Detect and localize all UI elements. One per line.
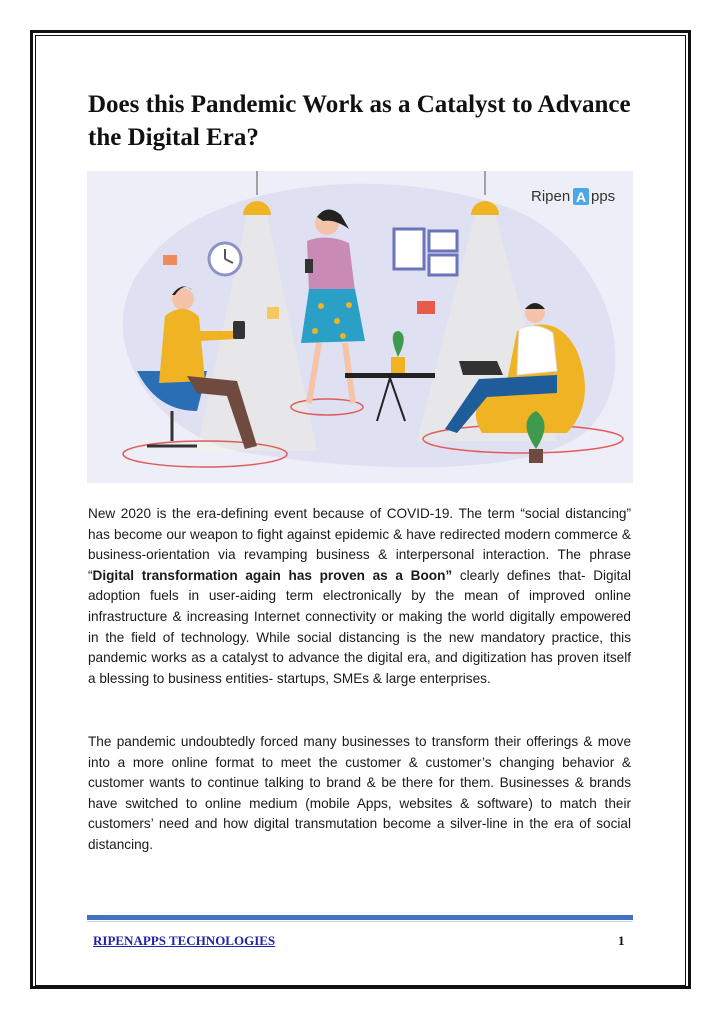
footer-rule-shadow [87,921,633,922]
paragraph-2: The pandemic undoubtedly forced many businesses to transform their offerings & move into a more online format to meet the customer & customer’s changing behavior & customer wants to continue talking to brand & be there for them. Businesses & brands have switched to online medium (mobile Apps, websites & software) to match their customers’ need and how digital transmutation become a silver-line in the era of social distancing. [88,734,631,852]
paragraph-1-text-b: clearly defines that- Digital adoption fuels in user-aiding term electronically by the mean of improved online infrastructure & increasing Internet connectivity or making the world digitally empowered in the field of technology. While social distancing is the new mandatory practice, this pandemic works as a catalyst to advance the digital era, and digitization has proven itself a blessing to business entities- startups, SMEs & large enterprises. [88,567,631,686]
svg-text:Ripen: Ripen [531,188,571,205]
hero-illustration [87,171,633,483]
clock-icon [209,243,241,275]
paragraph-1 [88,504,631,689]
ripenapps-logo [531,188,615,205]
svg-text:A: A [576,189,587,205]
footer-company-link[interactable]: RIPENAPPS TECHNOLOGIES [93,933,276,948]
page-title: Does this Pandemic Work as a Catalyst to Advance the Digital Era? [88,91,631,151]
paragraph-1-bold-phrase: Digital transformation again has proven as a Boon” [92,567,453,583]
page-number: 1 [618,933,625,948]
paragraph-1-text-a: New 2020 is the era-defining event because of COVID-19. The term “social distancing” has become our weapon to fight against epidemic & have redirected modern commerce & business-orientation via revamping business & interpersonal interaction. The phrase “ [88,506,631,583]
footer-rule [87,915,633,920]
svg-text:pps: pps [591,188,616,205]
